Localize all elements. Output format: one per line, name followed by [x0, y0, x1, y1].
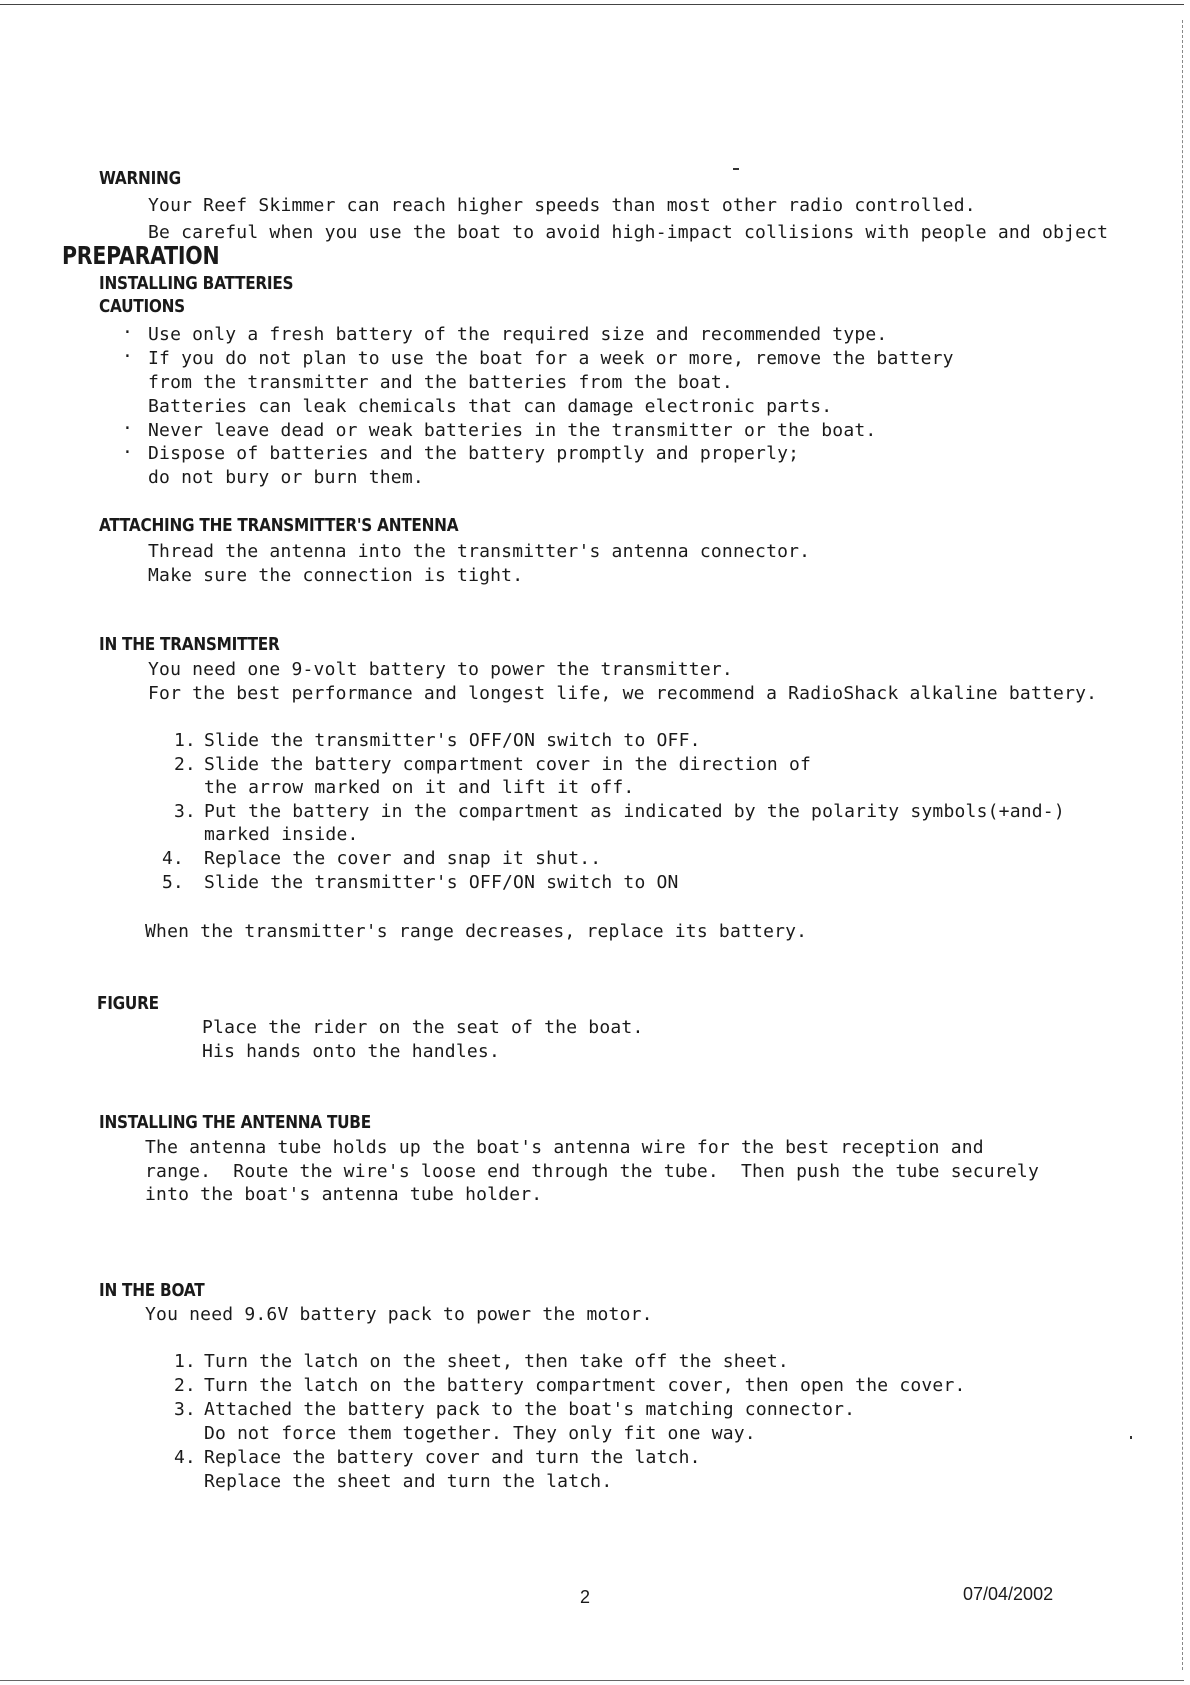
page-number: 2 — [580, 1587, 591, 1607]
step-text: marked inside. — [204, 824, 359, 845]
step-text: Replace the sheet and turn the latch. — [204, 1471, 613, 1492]
caution-item: Never leave dead or weak batteries in the transmitter or the boat. — [148, 420, 877, 441]
step-text: Turn the latch on the sheet, then take off the sheet. — [204, 1351, 789, 1372]
antenna-line: Make sure the connection is tight. — [148, 565, 524, 586]
step-text: Slide the battery compartment cover in the direction of — [204, 754, 812, 775]
scan-border-bottom — [0, 1680, 1184, 1681]
caution-item: If you do not plan to use the boat for a week or more, remove the battery — [148, 348, 954, 369]
scan-border-right — [1182, 20, 1183, 1670]
warning-heading: WARNING — [99, 168, 181, 189]
step-text: Replace the cover and snap it shut.. — [204, 848, 602, 869]
step-text: Do not force them together. They only fit one way. — [204, 1423, 756, 1444]
step-number: 2. — [174, 1375, 196, 1396]
step-number: 1. — [174, 730, 196, 751]
antenna-line: Thread the antenna into the transmitter's antenna connector. — [148, 541, 811, 562]
scan-speck — [733, 168, 739, 170]
scan-border-top — [0, 4, 1184, 5]
transmitter-heading: IN THE TRANSMITTER — [99, 634, 280, 655]
caution-item: Dispose of batteries and the battery promptly and properly; — [148, 443, 800, 464]
caution-item: from the transmitter and the batteries from the boat. — [148, 372, 733, 393]
footer-date: 07/04/2002 — [963, 1584, 1054, 1604]
step-number: 4. — [162, 848, 184, 869]
antenna-tube-line: into the boat's antenna tube holder. — [145, 1184, 543, 1205]
boat-heading: IN THE BOAT — [99, 1280, 205, 1301]
step-text: Replace the battery cover and turn the latch. — [204, 1447, 701, 1468]
step-text: Slide the transmitter's OFF/ON switch to ON — [204, 872, 679, 893]
installing-batteries-heading: INSTALLING BATTERIES — [99, 273, 294, 294]
figure-heading: FIGURE — [97, 993, 159, 1014]
step-number: 4. — [174, 1447, 196, 1468]
boat-intro: You need 9.6V battery pack to power the motor. — [145, 1304, 653, 1325]
transmitter-intro: You need one 9-volt battery to power the transmitter. — [148, 659, 733, 680]
step-number: 2. — [174, 754, 196, 775]
transmitter-intro: For the best performance and longest life, we recommend a RadioShack alkaline battery. — [148, 683, 1098, 704]
step-text: the arrow marked on it and lift it off. — [204, 777, 635, 798]
step-number: 5. — [162, 872, 184, 893]
step-number: 3. — [174, 1399, 196, 1420]
bullet-icon: · — [122, 322, 133, 343]
bullet-icon: · — [122, 442, 133, 463]
caution-item: Batteries can leak chemicals that can damage electronic parts. — [148, 396, 833, 417]
figure-line: Place the rider on the seat of the boat. — [202, 1017, 644, 1038]
step-text: Attached the battery pack to the boat's matching connector. — [204, 1399, 856, 1420]
caution-item: do not bury or burn them. — [148, 467, 424, 488]
step-text: Put the battery in the compartment as indicated by the polarity symbols(+and-) — [204, 801, 1065, 822]
antenna-tube-heading: INSTALLING THE ANTENNA TUBE — [99, 1112, 371, 1133]
caution-item: Use only a fresh battery of the required size and recommended type. — [148, 324, 888, 345]
step-text: Turn the latch on the battery compartment cover, then open the cover. — [204, 1375, 966, 1396]
transmitter-note: When the transmitter's range decreases, replace its battery. — [145, 921, 808, 942]
warning-line: Be careful when you use the boat to avoid high-impact collisions with people and object — [148, 222, 1109, 243]
step-number: 3. — [174, 801, 196, 822]
preparation-heading: PREPARATION — [62, 241, 220, 270]
antenna-heading: ATTACHING THE TRANSMITTER'S ANTENNA — [99, 515, 459, 536]
warning-line: Your Reef Skimmer can reach higher speeds than most other radio controlled. — [148, 195, 976, 216]
antenna-tube-line: The antenna tube holds up the boat's antenna wire for the best reception and — [145, 1137, 984, 1158]
scan-speck — [1130, 1436, 1132, 1439]
bullet-icon: · — [122, 346, 133, 367]
figure-line: His hands onto the handles. — [202, 1041, 500, 1062]
cautions-heading: CAUTIONS — [99, 296, 185, 317]
antenna-tube-line: range. Route the wire's loose end through the tube. Then push the tube securely — [145, 1161, 1039, 1182]
step-number: 1. — [174, 1351, 196, 1372]
bullet-icon: · — [122, 418, 133, 439]
step-text: Slide the transmitter's OFF/ON switch to OFF. — [204, 730, 701, 751]
